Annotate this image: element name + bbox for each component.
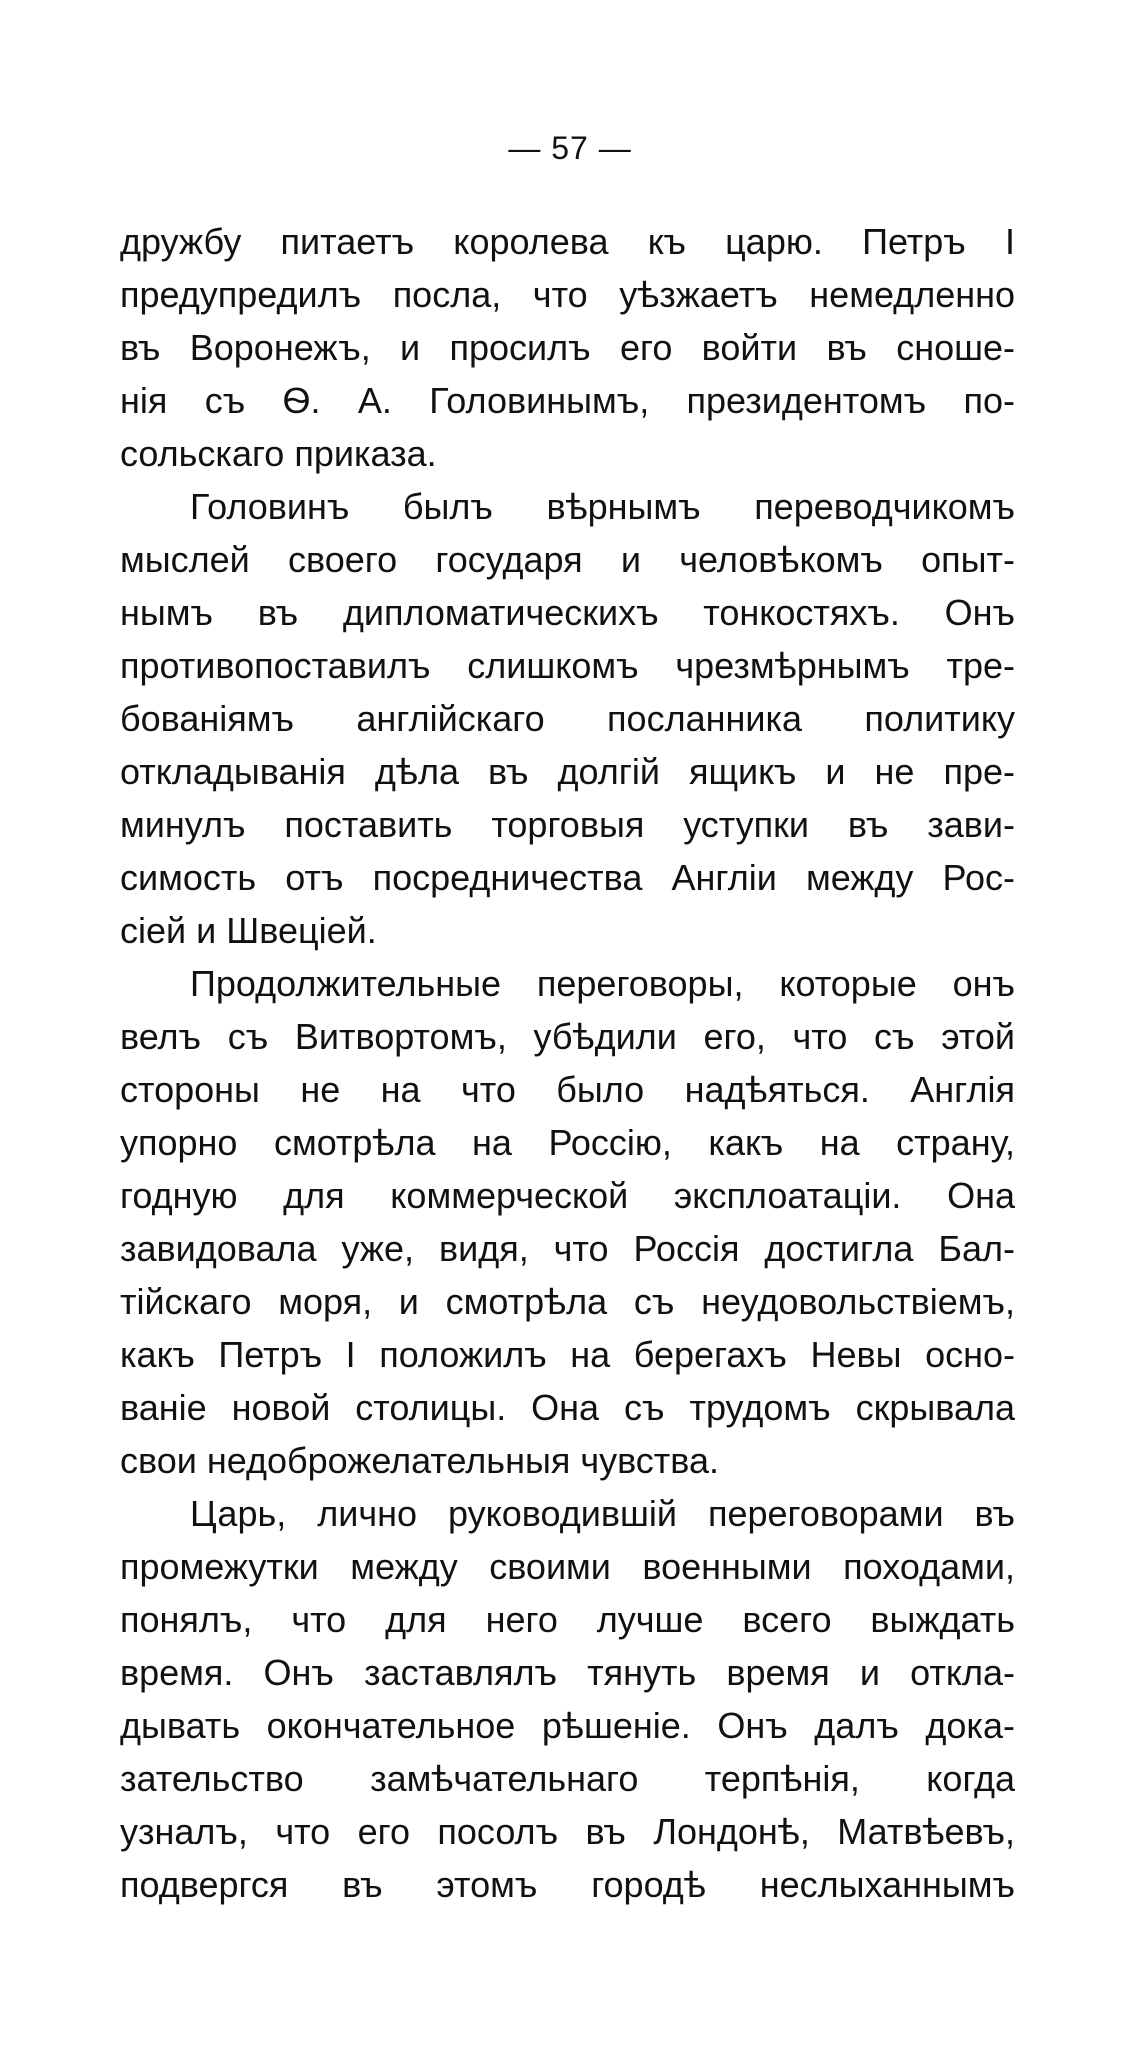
text-line: подвергся въ этомъ городѣ неслыханнымъ [120, 1864, 1015, 1905]
text-line: сіей и Швеціей. [120, 910, 377, 951]
text-line: сольскаго приказа. [120, 433, 437, 474]
text-line: тійскаго моря, и смотрѣла съ неудовольствіемъ, [120, 1281, 1015, 1322]
text-line: симость отъ посредничества Англіи между Рос- [120, 857, 1015, 898]
text-line: стороны не на что было надѣяться. Англія [120, 1069, 1015, 1110]
page-number: — 57 — [508, 130, 632, 166]
text-line: велъ съ Витвортомъ, убѣдили его, что съ этой [120, 1016, 1015, 1057]
text-line: понялъ, что для него лучше всего выждать [120, 1599, 1015, 1640]
text-line: Царь, лично руководившій переговорами въ [190, 1493, 1015, 1534]
text-line: промежутки между своими военными походами, [120, 1546, 1015, 1587]
text-line: противопоставилъ слишкомъ чрезмѣрнымъ тре- [120, 645, 1015, 686]
text-line: годную для коммерческой эксплоатаціи. Она [120, 1175, 1015, 1216]
body-text [120, 215, 1015, 1911]
text-line: дружбу питаетъ королева къ царю. Петръ I [120, 221, 1015, 262]
text-line: время. Онъ заставлялъ тянуть время и откла- [120, 1652, 1015, 1693]
text-line: узналъ, что его посолъ въ Лондонѣ, Матвѣевъ, [120, 1811, 1015, 1852]
text-line: зательство замѣчательнаго терпѣнія, когда [120, 1758, 1015, 1799]
text-line: нымъ въ дипломатическихъ тонкостяхъ. Онъ [120, 592, 1015, 633]
text-line: Продолжительные переговоры, которые онъ [190, 963, 1015, 1004]
text-line: упорно смотрѣла на Россію, какъ на страну, [120, 1122, 1015, 1163]
text-line: въ Воронежъ, и просилъ его войти въ сноше- [120, 327, 1015, 368]
text-line: свои недоброжелательныя чувства. [120, 1440, 720, 1481]
text-line: Головинъ былъ вѣрнымъ переводчикомъ [190, 486, 1015, 527]
text-line: дывать окончательное рѣшеніе. Онъ далъ дока- [120, 1705, 1015, 1746]
text-line: бованіямъ англійскаго посланника политику [120, 698, 1015, 739]
text-line: завидовала уже, видя, что Россія достигла Бал- [120, 1228, 1015, 1269]
text-line: какъ Петръ I положилъ на берегахъ Невы осно- [120, 1334, 1015, 1375]
text-line: ваніе новой столицы. Она съ трудомъ скрывала [120, 1387, 1015, 1428]
text-line: минулъ поставить торговыя уступки въ зави- [120, 804, 1015, 845]
text-line: мыслей своего государя и человѣкомъ опыт- [120, 539, 1015, 580]
text-line: откладыванія дѣла въ долгій ящикъ и не пре- [120, 751, 1015, 792]
text-line: предупредилъ посла, что уѣзжаетъ немедленно [120, 274, 1015, 315]
text-line: нія съ Ѳ. А. Головинымъ, президентомъ по- [120, 380, 1015, 421]
